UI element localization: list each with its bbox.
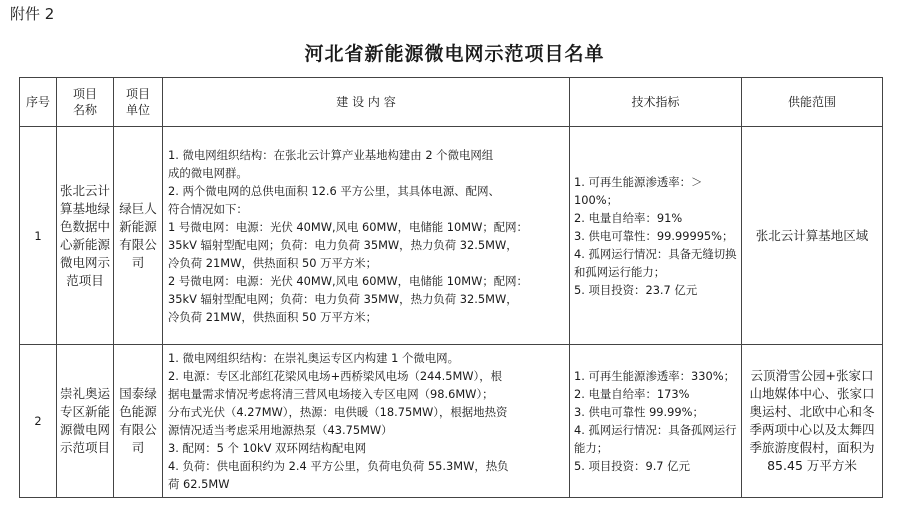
tech-line: 5. 项目投资：9.7 亿元	[574, 459, 690, 473]
header-name	[57, 78, 114, 127]
content-line: 3. 配网：5 个 10kV 双环网结构配电网	[168, 441, 367, 455]
project-unit: 绿巨人新能源有限公司	[114, 127, 163, 345]
header-unit-line-2: 单位	[125, 103, 150, 117]
content-line: 2. 两个微电网的总供电面积 12.6 平方公里，其具体电源、配网、	[168, 183, 500, 198]
tech-line: 4. 孤网运行情况：具备无缝切换和孤网运行能力；	[574, 246, 737, 279]
tech-line: 3. 供电可靠性 99.99%；	[574, 405, 704, 419]
header-name-line-1: 项目	[72, 87, 97, 101]
tech-line: 1. 可再生能源渗透率：330%；	[574, 369, 735, 383]
tech-line: 1. 可再生能源渗透率：＞ 100%；	[574, 174, 703, 207]
technical-indicators	[570, 345, 742, 498]
header-unit	[114, 78, 163, 127]
tech-line: 5. 项目投资：23.7 亿元	[574, 282, 698, 297]
header-content: 建 设 内 容	[163, 78, 570, 127]
header-scope: 供能范围	[742, 78, 883, 127]
construction-content	[163, 127, 570, 345]
content-line: 荷 62.5MW	[168, 477, 230, 491]
content-line: 1. 微电网组织结构：在崇礼奥运专区内构建 1 个微电网。	[168, 351, 459, 365]
header-name-line-2: 名称	[72, 103, 97, 117]
header-no: 序号	[20, 78, 57, 127]
table-header-row	[20, 78, 883, 127]
table-row	[20, 127, 883, 345]
project-unit: 国泰绿色能源有限公司	[114, 345, 163, 498]
content-line: 冷负荷 21MW，供热面积 50 万平方米；	[168, 309, 378, 324]
project-name: 张北云计算基地绿色数据中心新能源微电网示范项目	[57, 127, 114, 345]
tech-line: 2. 电量自给率：173%	[574, 387, 690, 401]
content-line: 2 号微电网：电源：光伏 40MW,风电 60MW，电储能 10MW；配网：	[168, 273, 528, 288]
content-line: 分布式光伏（4.27MW），热源：电供暖（18.75MW），根据地热资	[168, 405, 508, 419]
content-line: 符合情况如下：	[168, 201, 248, 216]
project-name: 崇礼奥运专区新能源微电网示范项目	[57, 345, 114, 498]
table-row	[20, 345, 883, 498]
document-title: 河北省新能源微电网示范项目名单	[304, 43, 605, 65]
tech-line: 2. 电量自给率：91%	[574, 210, 683, 225]
content-line: 2. 电源：专区北部红花梁风电场+西桥梁风电场（244.5MW），根	[168, 369, 503, 383]
row-no: 1	[20, 127, 57, 345]
supply-scope: 云顶滑雪公园+张家口山地媒体中心、张家口奥运村、北欧中心和冬季两项中心以及太舞四季旅游度假村，面积为 85.45 万平方米	[742, 345, 883, 498]
tech-line: 3. 供电可靠性：99.99995%；	[574, 228, 734, 243]
construction-content	[163, 345, 570, 498]
content-line: 1 号微电网：电源：光伏 40MW,风电 60MW，电储能 10MW；配网：	[168, 219, 528, 234]
content-line: 35kV 辐射型配电网；负荷：电力负荷 35MW，热力负荷 32.5MW，	[168, 237, 518, 252]
content-line: 冷负荷 21MW，供热面积 50 万平方米；	[168, 255, 378, 270]
row-no: 2	[20, 345, 57, 498]
header-unit-line-1: 项目	[125, 87, 150, 101]
content-line: 1. 微电网组织结构：在张北云计算产业基地构建由 2 个微电网组	[168, 147, 494, 162]
project-list-table	[19, 77, 883, 498]
supply-scope: 张北云计算基地区域	[742, 127, 883, 345]
technical-indicators	[570, 127, 742, 345]
content-line: 源情况适当考虑采用地源热泵（43.75MW）	[168, 423, 393, 437]
content-line: 4. 负荷：供电面积约为 2.4 平方公里，负荷电负荷 55.3MW，热负	[168, 459, 509, 473]
content-line: 成的微电网群。	[168, 165, 248, 180]
content-line: 据电量需求情况考虑将清三营风电场接入专区电网（98.6MW）；	[168, 387, 494, 401]
header-tech: 技术指标	[570, 78, 742, 127]
tech-line: 4. 孤网运行情况：具备孤网运行能力；	[574, 423, 737, 455]
attachment-label: 附件 2	[10, 5, 55, 23]
content-line: 35kV 辐射型配电网；负荷：电力负荷 35MW，热力负荷 32.5MW，	[168, 291, 518, 306]
